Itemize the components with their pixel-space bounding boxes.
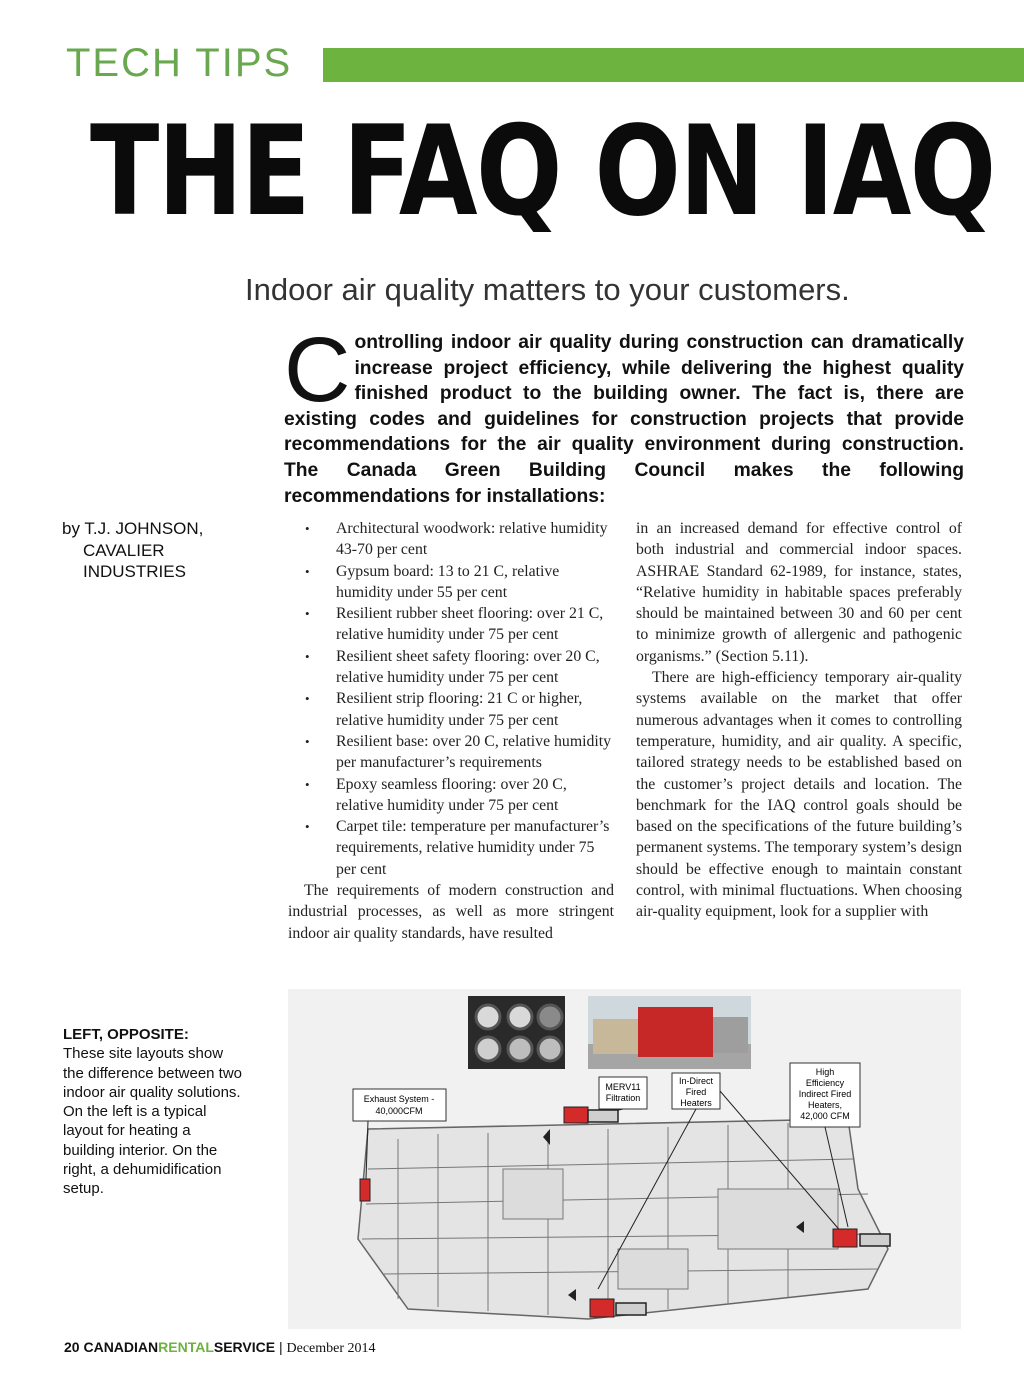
site-layout-diagram bbox=[288, 989, 961, 1329]
author-company-line1: CAVALIER bbox=[83, 540, 165, 560]
page-footer bbox=[64, 1338, 376, 1358]
list-item: • Gypsum board: 13 to 21 C, relative humidity under 55 per cent bbox=[288, 561, 614, 604]
lede-paragraph bbox=[284, 319, 964, 509]
footer-separator: | bbox=[278, 1339, 283, 1355]
callout-exhaust-line2: 40,000CFM bbox=[375, 1106, 423, 1116]
list-item: • Architectural woodwork: relative humidity 43-70 per cent bbox=[288, 518, 614, 561]
callout-indirect-line1: In-Direct bbox=[678, 1076, 714, 1086]
site-layout-figure bbox=[288, 989, 961, 1329]
list-item: • Resilient rubber sheet flooring: over 21 C, relative humidity under 75 per cent bbox=[288, 603, 614, 646]
author-company-line2: INDUSTRIES bbox=[83, 562, 186, 581]
section-color-bar bbox=[323, 48, 1024, 82]
magazine-name-part1: CANADIAN bbox=[83, 1339, 159, 1355]
body-column-right bbox=[636, 518, 962, 923]
byline bbox=[62, 518, 203, 583]
list-item: • Resilient strip flooring: 21 C or higher, relative humidity under 75 per cent bbox=[288, 688, 614, 731]
article-subtitle: Indoor air quality matters to your customers. bbox=[245, 272, 850, 307]
callout-exhaust-line1: Exhaust System - bbox=[363, 1094, 435, 1104]
magazine-name-part2: RENTAL bbox=[158, 1339, 214, 1355]
callout-high-line5: 42,000 CFM bbox=[800, 1111, 850, 1121]
figure-caption bbox=[63, 1025, 243, 1199]
article-headline: THE FAQ ON IAQ bbox=[90, 100, 995, 244]
callout-high-line3: Indirect Fired bbox=[798, 1089, 852, 1099]
drop-cap: C bbox=[284, 319, 351, 421]
body-paragraph: The requirements of modern construction and industrial processes, as well as more stringent indoor air quality standards, have resulted bbox=[288, 882, 614, 942]
callout-high-line1: High bbox=[815, 1067, 835, 1077]
list-item: • Epoxy seamless flooring: over 20 C, relative humidity under 75 per cent bbox=[288, 774, 614, 817]
callout-indirect-line2: Fired bbox=[685, 1087, 707, 1097]
body-column-left bbox=[288, 518, 614, 944]
magazine-name-part3: SERVICE bbox=[213, 1339, 276, 1355]
caption-text: These site layouts show the difference between two indoor air quality solutions. On the left is a typical layout for heating a building interior. On the right, a dehumidification setup. bbox=[63, 1045, 243, 1198]
callout-high-line4: Heaters, bbox=[807, 1100, 843, 1110]
callout-merv-line2: Filtration bbox=[605, 1093, 641, 1103]
callout-high-line2: Efficiency bbox=[805, 1078, 845, 1088]
list-item: • Carpet tile: temperature per manufacturer’s requirements, relative humidity under 75 per cent bbox=[288, 816, 614, 880]
page-number: 20 bbox=[64, 1339, 80, 1355]
body-paragraph: There are high-efficiency temporary air-quality systems available on the market that offer numerous advantages when it comes to controlling temperature, humidity, and air quality. A specific, tailored strategy needs to be established based on the customer’s project details and location. The benchmark for the IAQ control goals should be based on the specifications of the future building’s permanent systems. The temporary system’s design should be effective enough to maintain constant control, with minimal fluctuations. When choosing air-quality equipment, look for a supplier with bbox=[636, 669, 962, 921]
recommendation-list bbox=[288, 518, 614, 880]
callout-high-efficiency bbox=[790, 1063, 860, 1127]
lede-text: ontrolling indoor air quality during construction can dramatically increase project efficiency, while delivering the highest quality finished product to the building owner. The fact is, there are existing codes and guidelines for construction projects that provide recommendations for the air quality environment during construction. The Canada Green Building Council makes the following recommendations for installations: bbox=[284, 332, 964, 507]
body-paragraph: in an increased demand for effective control of both industrial and commercial indoor spaces. ASHRAE Standard 62-1989, for instance, states, “Relative humidity in habitable spaces preferably should be maintained between 30 and 60 per cent to minimize growth of allergenic and pathogenic organisms.” (Section 5.11). bbox=[636, 520, 962, 665]
author-name: by T.J. JOHNSON, bbox=[62, 519, 204, 538]
callout-exhaust bbox=[353, 1089, 446, 1121]
section-label: TECH TIPS bbox=[66, 41, 293, 85]
floor-plan bbox=[358, 1119, 888, 1319]
heater-unit-photo bbox=[588, 996, 751, 1069]
list-item: • Resilient base: over 20 C, relative humidity per manufacturer’s requirements bbox=[288, 731, 614, 774]
callout-merv bbox=[599, 1077, 647, 1109]
callout-merv-line1: MERV11 bbox=[605, 1082, 641, 1092]
callout-indirect-line3: Heaters bbox=[680, 1098, 712, 1108]
caption-label: LEFT, OPPOSITE: bbox=[63, 1026, 189, 1043]
callout-indirect bbox=[672, 1073, 720, 1109]
duct-photo bbox=[468, 996, 565, 1069]
list-item: • Resilient sheet safety flooring: over 20 C, relative humidity under 75 per cent bbox=[288, 646, 614, 689]
issue-date: December 2014 bbox=[286, 1341, 376, 1356]
